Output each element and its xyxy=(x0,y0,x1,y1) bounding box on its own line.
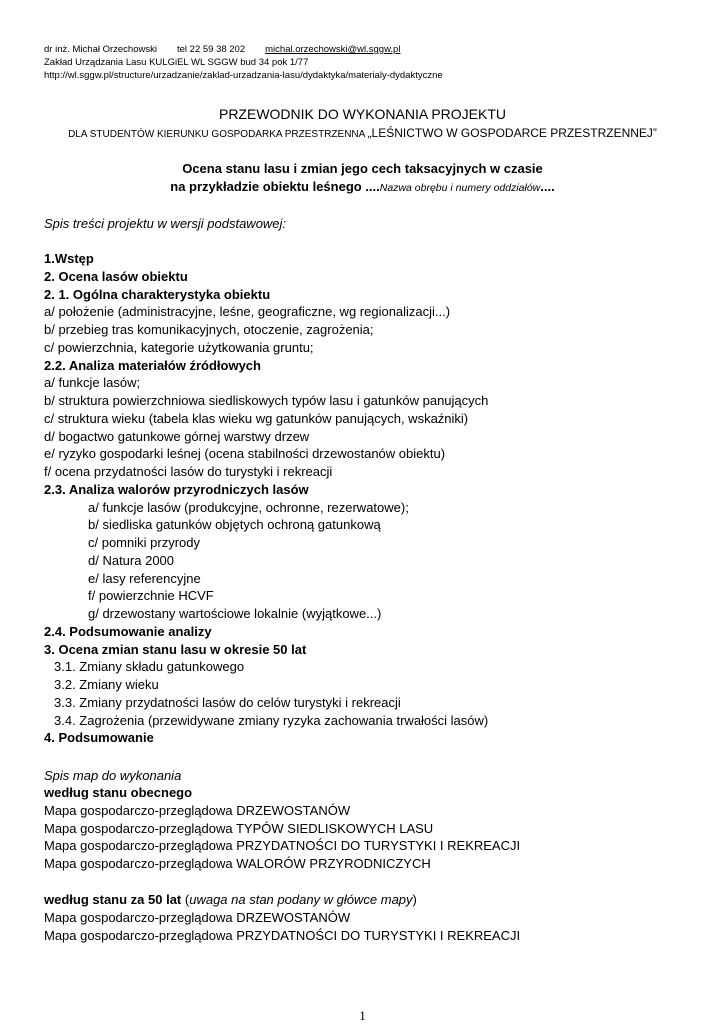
author-email-link[interactable]: michal.orzechowski@wl.sggw.pl xyxy=(265,44,401,55)
toc-item: e/ ryzyko gospodarki leśnej (ocena stabilności drzewostanów obiektu) xyxy=(44,446,446,462)
map-item: Mapa gospodarczo-przeglądowa TYPÓW SIEDLISKOWYCH LASU xyxy=(44,820,434,836)
toc-item: 2. 1. Ogólna charakterystyka obiektu xyxy=(44,286,271,302)
document-subtitle xyxy=(0,126,725,140)
map-item: Mapa gospodarczo-przeglądowa PRZYDATNOŚCI DO TURYSTYKI I REKREACJI xyxy=(44,838,521,853)
maps-future-note: uwaga na stan podany w główce mapy xyxy=(189,892,413,907)
toc-item: g/ drzewostany wartościowe lokalnie (wyjątkowe...) xyxy=(88,606,382,621)
author-phone: tel 22 59 38 202 xyxy=(176,44,246,55)
toc-item: 3.3. Zmiany przydatności lasów do celów turystyki i rekreacji xyxy=(54,694,401,710)
toc-item: b/ siedliska gatunków objętych ochroną gatunkową xyxy=(88,517,381,533)
toc-item: f/ ocena przydatności lasów do turystyki i rekreacji xyxy=(44,464,333,479)
page-number: 1 xyxy=(359,1008,366,1023)
toc-item: c/ powierzchnia, kategorie użytkowania gruntu; xyxy=(44,339,314,355)
header-url[interactable]: http://wl.sggw.pl/structure/urzadzanie/zaklad-urzadzania-lasu/dydaktyka/materialy-dydaktyczne xyxy=(44,70,443,81)
map-item: Mapa gospodarczo-przeglądowa DRZEWOSTANÓW xyxy=(44,803,351,818)
document-title: PRZEWODNIK DO WYKONANIA PROJEKTU xyxy=(218,106,507,122)
toc-item: c/ pomniki przyrody xyxy=(88,535,200,550)
toc-item: d/ bogactwo gatunkowe górnej warstwy drzew xyxy=(44,428,310,444)
maps-future-heading-line xyxy=(44,891,417,908)
toc-item: 4. Podsumowanie xyxy=(44,730,154,746)
map-item: Mapa gospodarczo-przeglądowa PRZYDATNOŚCI DO TURYSTYKI I REKREACJI xyxy=(44,927,521,943)
map-item: Mapa gospodarczo-przeglądowa WALORÓW PRZYRODNICZYCH xyxy=(44,855,431,871)
toc-item: a/ funkcje lasów; xyxy=(44,375,141,391)
toc-item: c/ struktura wieku (tabela klas wieku wg gatunków panujących, wskaźniki) xyxy=(44,410,469,426)
maps-future-note-open: ( xyxy=(181,892,190,907)
toc-item: 3.1. Zmiany składu gatunkowego xyxy=(54,659,245,675)
toc-item: 2.4. Podsumowanie analizy xyxy=(44,623,212,639)
toc-item: b/ struktura powierzchniowa siedliskowych typów lasu i gatunków panujących xyxy=(44,393,489,408)
subtitle-quote: „LEŚNICTWO W GOSPODARCE PRZESTRZENNEJ” xyxy=(367,126,657,140)
header-contact-line xyxy=(44,44,400,56)
topic-line-2-suffix: .... xyxy=(540,179,555,194)
maps-future-note-close: ) xyxy=(412,892,417,907)
topic-placeholder: Nazwa obrębu i numery oddziałów xyxy=(379,182,541,194)
toc-item: 3.2. Zmiany wieku xyxy=(54,677,159,692)
toc-item: a/ funkcje lasów (produkcyjne, ochronne, rezerwatowe); xyxy=(88,499,409,515)
toc-item: d/ Natura 2000 xyxy=(88,552,175,568)
toc-item: e/ lasy referencyjne xyxy=(88,570,201,586)
subtitle-prefix: DLA STUDENTÓW KIERUNKU GOSPODARKA PRZESTRZENNA xyxy=(68,129,368,140)
maps-current-heading: według stanu obecnego xyxy=(44,785,193,800)
toc-item: 2. Ocena lasów obiektu xyxy=(44,268,188,284)
toc-item: 3. Ocena zmian stanu lasu w okresie 50 lat xyxy=(44,641,307,657)
header-unit: Zakład Urządzania Lasu KULGiEL WL SGGW bud 34 pok 1/77 xyxy=(44,57,309,68)
toc-item: b/ przebieg tras komunikacyjnych, otoczenie, zagrożenia; xyxy=(44,322,374,337)
topic-line-2 xyxy=(0,179,725,194)
toc-item: 3.4. Zagrożenia (przewidywane zmiany ryzyka zachowania trwałości lasów) xyxy=(54,712,489,728)
author-name: dr inż. Michał Orzechowski xyxy=(44,44,157,55)
toc-item: 2.3. Analiza walorów przyrodniczych lasów xyxy=(44,481,309,497)
toc-item: 1.Wstęp xyxy=(44,251,94,266)
map-item: Mapa gospodarczo-przeglądowa DRZEWOSTANÓW xyxy=(44,910,351,925)
maps-future-heading: według stanu za 50 lat xyxy=(44,892,182,907)
toc-item: 2.2. Analiza materiałów źródłowych xyxy=(44,357,261,373)
toc-item: a/ położenie (administracyjne, leśne, geograficzne, wg regionalizacji...) xyxy=(44,304,451,320)
topic-line-1: Ocena stanu lasu i zmian jego cech taksacyjnych w czasie xyxy=(182,161,543,176)
topic-line-2-prefix: na przykładzie obiektu leśnego .... xyxy=(170,179,380,194)
toc-heading: Spis treści projektu w wersji podstawowej: xyxy=(44,216,287,231)
maps-heading: Spis map do wykonania xyxy=(44,768,182,783)
toc-item: f/ powierzchnie HCVF xyxy=(88,588,214,604)
